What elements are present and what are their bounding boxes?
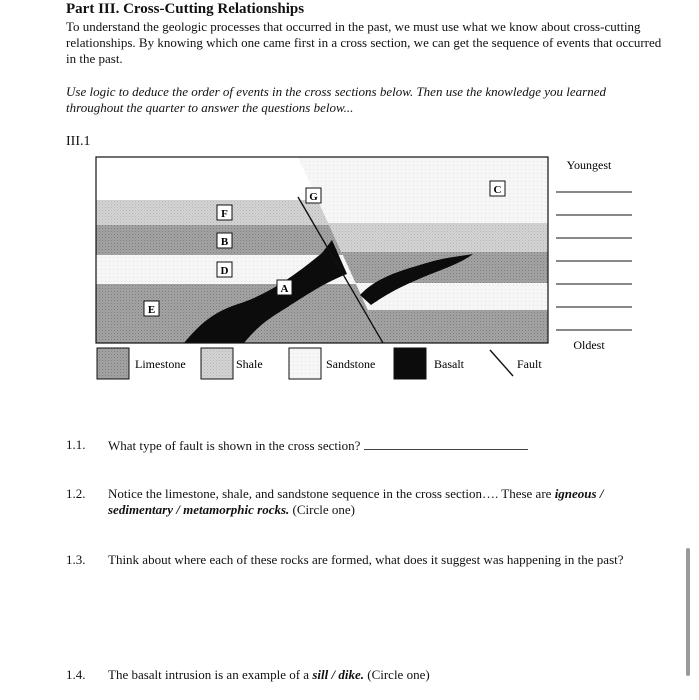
svg-text:G: G bbox=[309, 191, 318, 203]
rock-type-options[interactable]: igneous / sedimentary / metamorphic rocks. bbox=[108, 486, 604, 517]
section-label: III.1 bbox=[66, 134, 91, 149]
question-number: 1.3. bbox=[66, 552, 86, 567]
legend bbox=[97, 348, 542, 379]
label-g bbox=[306, 188, 321, 203]
legend-sandstone-swatch bbox=[289, 348, 321, 379]
legend-fault-symbol bbox=[490, 350, 513, 376]
question-text: What type of fault is shown in the cross section? bbox=[108, 438, 361, 453]
label-e bbox=[144, 301, 159, 316]
label-b bbox=[217, 233, 232, 248]
oldest-label: Oldest bbox=[573, 338, 605, 352]
svg-text:E: E bbox=[147, 304, 156, 316]
instruction-paragraph: Use logic to deduce the order of events in the cross sections below. Then use the knowledge you learned throughout the quarter to answer the questions below... bbox=[66, 84, 606, 115]
answer-blank[interactable] bbox=[364, 437, 528, 450]
intro-paragraph: To understand the geologic processes that occurred in the past, we must use what we know about cross-cutting relationships. By knowing which one came first in a cross section, we can get the sequence of events that occurred in the past. bbox=[66, 19, 662, 66]
question-text: Notice the limestone, shale, and sandstone sequence in the cross section…. These are bbox=[108, 486, 555, 501]
intrusion-type-options[interactable]: sill / dike. bbox=[312, 667, 364, 682]
question-number: 1.2. bbox=[66, 486, 86, 501]
legend-limestone-label: Limestone bbox=[135, 357, 186, 371]
label-a bbox=[277, 280, 292, 295]
svg-text:D: D bbox=[220, 265, 229, 277]
label-c bbox=[490, 181, 505, 196]
question-text: Think about where each of these rocks are formed, what does it suggest was happening in the past? bbox=[108, 552, 624, 567]
legend-basalt-label: Basalt bbox=[434, 357, 464, 371]
question-suffix: (Circle one) bbox=[289, 502, 355, 517]
page-title: Part III. Cross-Cutting Relationships bbox=[66, 1, 305, 17]
legend-basalt-swatch bbox=[394, 348, 426, 379]
svg-text:C: C bbox=[493, 184, 502, 196]
scrollbar[interactable] bbox=[686, 548, 690, 676]
label-f bbox=[217, 205, 232, 220]
question-number: 1.4. bbox=[66, 667, 86, 682]
legend-shale-label: Shale bbox=[236, 357, 263, 371]
youngest-label: Youngest bbox=[566, 158, 612, 172]
legend-shale-swatch bbox=[201, 348, 233, 379]
legend-sandstone-label: Sandstone bbox=[326, 357, 376, 371]
legend-fault-label: Fault bbox=[517, 357, 542, 371]
svg-text:F: F bbox=[221, 208, 228, 220]
label-d bbox=[217, 262, 232, 277]
sequence-blanks bbox=[556, 192, 632, 330]
question-text: The basalt intrusion is an example of a bbox=[108, 667, 313, 682]
svg-text:B: B bbox=[220, 236, 229, 248]
question-number: 1.1. bbox=[66, 437, 86, 452]
question-suffix: (Circle one) bbox=[363, 667, 430, 682]
svg-text:A: A bbox=[280, 283, 289, 295]
legend-limestone-swatch bbox=[97, 348, 129, 379]
